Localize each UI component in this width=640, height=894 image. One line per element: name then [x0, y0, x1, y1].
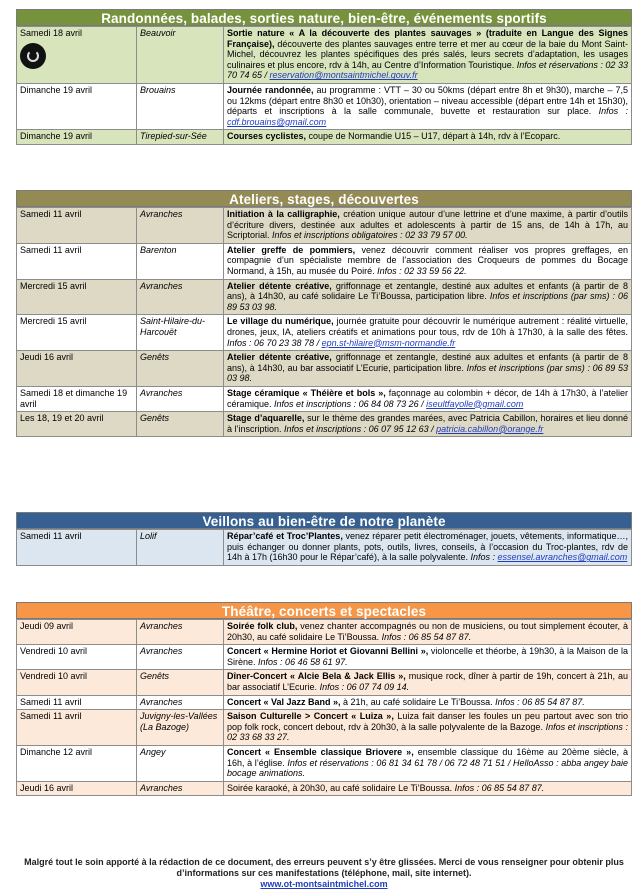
event-title: Concert « Val Jazz Band »,: [227, 696, 341, 707]
event-date-text: Samedi 11 avril: [20, 244, 82, 255]
event-description: [224, 695, 632, 710]
event-info: Infos et inscriptions (par sms) : 06 89 53 03 98.: [227, 291, 628, 312]
event-text: venez découvrir comment réaliser vos propres greffages, en compagnie d’un spécialiste membre de l’association des Croqueurs de pommes du Bocage Normand, à 15h, au musée du Poiré.: [227, 244, 628, 276]
sign-language-logo-icon: [20, 43, 46, 69]
event-date-text: Samedi 11 avril: [20, 711, 82, 722]
event-contact-link[interactable]: patricia.cabillon@orange.fr: [436, 423, 544, 434]
event-text: Soirée karaoké, à 20h30, au café solidaire Le Ti’Boussa.: [227, 782, 453, 793]
event-date-text: Samedi 18 et dimanche 19 avril: [20, 387, 128, 409]
event-date-text: Mercredi 15 avril: [20, 280, 87, 291]
event-title: Atelier détente créative,: [227, 352, 332, 363]
footer-website-link[interactable]: www.ot-montsaintmichel.com: [260, 879, 388, 889]
event-place: Angey: [137, 745, 224, 781]
event-row: [17, 670, 632, 695]
event-text: découverte des plantes sauvages entre terre et mer au cœur de la baie du Mont Saint-Michel, découvrez les plantes spécifiques des prés salés, leurs secrets d’adaptation, les usages culinaires et plus encore, rdv à 14h, au Centre d’Information Touristique.: [227, 38, 628, 70]
event-info: Infos : 06 85 54 87 87.: [495, 696, 585, 707]
event-description: [224, 83, 632, 129]
event-date-text: Samedi 18 avril: [20, 28, 83, 38]
event-description: [224, 645, 632, 670]
events-table: [16, 619, 632, 796]
event-info: Infos : 06 85 54 87 87.: [454, 782, 545, 793]
event-row: [17, 412, 632, 437]
events-table: [16, 26, 632, 145]
event-date-text: Mercredi 15 avril: [20, 316, 87, 327]
event-date-text: Jeudi 16 avril: [20, 782, 74, 793]
event-date: [17, 27, 137, 84]
event-text: venez chanter accompagnés ou non de musiciens, ou tout simplement écouter, à 20h30, au café solidaire Le Ti’Boussa.: [227, 621, 628, 642]
event-row: [17, 620, 632, 645]
event-info: Infos et inscriptions : 06 07 95 12 63 /: [284, 423, 437, 434]
event-text: au programme : VTT – 30 ou 50kms (départ entre 8h et 9h30), marche – 7,5 ou 12kms (départ entre 8h30 et 10h30), orientation – niveau accessible (départ entre 14h et 15h30), départs et inscriptions à la salle communale, buvette et restauration sur place.: [227, 84, 628, 117]
event-info: Infos : 02 33 59 56 22.: [377, 265, 467, 276]
event-info: Infos et inscriptions (par sms) : 06 89 53 03 98.: [227, 362, 628, 384]
event-text: violoncelle et théorbe, à 19h30, à la Maison de la Sirène.: [227, 646, 628, 667]
event-description: [224, 412, 632, 437]
event-title: Concert « Hermine Horiot et Giovanni Bellini »,: [227, 646, 429, 657]
event-text: ensemble classique du 16ème au 20ème siècle, à 16h, à l’église.: [227, 746, 629, 768]
event-row: [17, 695, 632, 710]
event-date-text: Dimanche 19 avril: [20, 131, 93, 142]
section-bien-etre-planete: [16, 512, 632, 566]
event-place: Genêts: [137, 670, 224, 695]
event-place: Avranches: [137, 279, 224, 315]
event-place: Brouains: [137, 83, 224, 129]
section-heading: Ateliers, stages, découvertes: [16, 190, 632, 207]
event-title: Dîner-Concert « Alcie Bela & Jack Ellis »,: [227, 671, 406, 682]
event-text: coupe de Normandie U15 – U17, départ à 14h, rdv à l’Ecoparc.: [306, 131, 561, 142]
event-place: Avranches: [137, 781, 224, 796]
event-date-text: Vendredi 10 avril: [20, 646, 88, 657]
event-date: [17, 243, 137, 279]
event-info: Infos et inscriptions : 06 84 08 73 26 /: [274, 398, 427, 409]
event-row: [17, 279, 632, 315]
event-date: [17, 695, 137, 710]
section-ateliers: [16, 190, 632, 437]
event-date: [17, 83, 137, 129]
event-date: [17, 130, 137, 145]
event-title: Stage d’aquarelle,: [227, 413, 305, 424]
event-contact-link[interactable]: epn.st-hilaire@msm-normandie.fr: [321, 337, 456, 348]
event-date: [17, 386, 137, 411]
event-text: à 21h, au café solidaire Le Ti’Boussa.: [340, 696, 493, 707]
event-contact-link[interactable]: cdf.brouains@gmail.com: [227, 116, 327, 127]
event-contact-link[interactable]: essensel.avranches@gmail.com: [497, 552, 628, 563]
event-row: [17, 530, 632, 566]
event-row: [17, 315, 632, 351]
event-contact-link[interactable]: reservation@montsaintmichel.gouv.fr: [269, 70, 418, 81]
event-text: musique rock, dîner à partir de 19h, concert à 21h, au bar associatif L’Ecurie.: [227, 671, 628, 692]
event-place: Avranches: [137, 386, 224, 411]
event-description: [224, 386, 632, 411]
event-description: [224, 243, 632, 279]
event-text: journée gratuite pour découvrir le numérique autrement : réalité virtuelle, drones, jeux, IA, ateliers créatifs et animations pour tous, rdv de 10h à 17h30, à la salle des fêtes.: [227, 316, 628, 337]
event-info: Infos :: [598, 106, 628, 117]
event-title: Concert « Ensemble classique Briovere »,: [227, 746, 414, 757]
event-place: Barenton: [137, 243, 224, 279]
event-title: Atelier détente créative,: [227, 280, 332, 291]
event-info: Infos :: [470, 552, 498, 563]
event-date: [17, 710, 137, 746]
event-title: Stage céramique « Théière et bols »,: [227, 387, 386, 398]
event-row: [17, 243, 632, 279]
event-description: [224, 530, 632, 566]
section-sorties-nature: [16, 9, 632, 145]
event-place: Avranches: [137, 620, 224, 645]
event-date-text: Samedi 11 avril: [20, 696, 82, 707]
event-info: Infos et réservations : 06 81 34 61 78 / 06 72 48 71 51 / HelloAsso : abba angey baie bocage animations.: [227, 757, 628, 779]
event-description: [224, 130, 632, 145]
event-text: griffonnage et zentangle, destiné aux adultes et enfants (à partir de 8 ans), à 14h30, au bar associatif L’Ecurie, participation libre.: [227, 352, 628, 373]
event-date: [17, 645, 137, 670]
event-place: Genêts: [137, 412, 224, 437]
section-heading: Veillons au bien-être de notre planète: [16, 512, 632, 529]
event-date-text: Jeudi 16 avril: [20, 352, 74, 363]
event-title: Le village du numérique,: [227, 316, 334, 327]
event-info: Infos : 06 07 74 09 14.: [319, 681, 410, 692]
section-heading: Randonnées, balades, sorties nature, bien-être, événements sportifs: [16, 9, 632, 26]
event-row: [17, 83, 632, 129]
event-description: [224, 710, 632, 746]
event-description: [224, 279, 632, 315]
event-description: [224, 781, 632, 796]
event-row: [17, 386, 632, 411]
event-date: [17, 620, 137, 645]
event-date: [17, 670, 137, 695]
event-title: Saison Culturelle > Concert « Luiza »,: [227, 711, 394, 722]
event-date-text: Samedi 11 avril: [20, 209, 82, 219]
event-row: [17, 27, 632, 84]
event-date: [17, 530, 137, 566]
event-info: Infos et inscriptions obligatoires : 02 33 79 57 00.: [272, 230, 468, 241]
event-title: Journée randonnée,: [227, 84, 314, 95]
event-description: [224, 315, 632, 351]
section-heading: Théâtre, concerts et spectacles: [16, 602, 632, 619]
event-row: [17, 781, 632, 796]
event-date: [17, 279, 137, 315]
event-row: [17, 208, 632, 244]
section-spectacles: [16, 602, 632, 796]
event-info: Infos : 06 46 58 61 97.: [258, 656, 348, 667]
event-title: Initiation à la calligraphie,: [227, 209, 340, 219]
events-table: [16, 207, 632, 437]
event-title: Sortie nature « A la découverte des plantes sauvages » (traduite en Langue des Signes Française),: [227, 28, 628, 49]
event-date: [17, 745, 137, 781]
event-text: venez réparer petit électroménager, jouets, vêtements, informatique…, puis échanger ou donner plants, pots, outils, livres, conseils, à l’occasion du Troc-plantes, rdv de 14h à 17h (16h30 pour le Répar’café), à la salle polyvalente.: [227, 531, 628, 563]
event-place: Tirepied-sur-Sée: [137, 130, 224, 145]
event-info: Infos et inscriptions : 02 33 68 33 27.: [227, 721, 628, 743]
event-info: Infos : 06 70 23 38 78 /: [227, 337, 322, 348]
event-description: [224, 27, 632, 84]
event-text: Luiza fait danser les foules un peu partout avec son trio pop folk rock, concert debout, rdv à 20h30, à la salle polyvalente de la Bazoge.: [227, 711, 629, 732]
event-title: Atelier greffe de pommiers,: [227, 244, 356, 255]
event-date-text: Jeudi 09 avril: [20, 621, 74, 631]
event-contact-link[interactable]: iseultfayolle@gmail.com: [426, 398, 524, 409]
event-description: [224, 670, 632, 695]
event-title: Répar’café et Troc’Plantes,: [227, 531, 343, 541]
event-date: [17, 781, 137, 796]
event-date-text: Les 18, 19 et 20 avril: [20, 413, 104, 424]
event-description: [224, 745, 632, 781]
events-table: [16, 529, 632, 566]
event-place: Lolif: [137, 530, 224, 566]
event-place: Avranches: [137, 208, 224, 244]
event-row: [17, 351, 632, 387]
event-date-text: Vendredi 10 avril: [20, 671, 88, 682]
event-place: Juvigny-les-Vallées (La Bazoge): [137, 710, 224, 746]
event-date: [17, 412, 137, 437]
event-text: façonnage au colombin + décor, de 14h à 17h30, à l’atelier céramique.: [227, 387, 629, 409]
event-description: [224, 351, 632, 387]
event-place: Avranches: [137, 645, 224, 670]
event-text: sur le thème des grandes marées, avec Patricia Cabillon, horaires et lieu donné à l’inscription.: [227, 413, 629, 434]
event-date: [17, 208, 137, 244]
event-row: [17, 710, 632, 746]
event-place: Avranches: [137, 695, 224, 710]
event-date: [17, 351, 137, 387]
event-info: Infos : 06 85 54 87 87.: [381, 631, 472, 642]
event-date-text: Dimanche 19 avril: [20, 84, 93, 95]
event-title: Courses cyclistes,: [227, 131, 307, 142]
event-place: Saint-Hilaire-du-Harcouët: [137, 315, 224, 351]
event-description: [224, 208, 632, 244]
event-date-text: Dimanche 12 avril: [20, 746, 93, 757]
event-place: Genêts: [137, 351, 224, 387]
event-title: Soirée folk club,: [227, 621, 298, 631]
event-date: [17, 315, 137, 351]
event-row: [17, 130, 632, 145]
footer: [16, 857, 632, 890]
event-text: création unique autour d’une lettrine et d’une maxime, à partir d’outils d’écriture divers, destinée aux adultes et adolescents à partir de 15 ans, de 14h à 17h, au Scriptorial.: [227, 209, 628, 241]
event-info: Infos et réservations : 02 33 70 74 65 /: [227, 59, 628, 81]
event-date-text: Samedi 11 avril: [20, 531, 82, 541]
event-text: griffonnage et zentangle, destiné aux adultes et enfants (à partir de 8 ans), à 14h30, au café solidaire Le Ti’Boussa, participation libre.: [227, 280, 628, 302]
footer-disclaimer: Malgré tout le soin apporté à la rédaction de ce document, des erreurs peuvent s’y être glissées. Merci de vous renseigner pour obtenir plus d’informations sur ces manifestations (téléphone, mail, site internet).: [24, 857, 624, 878]
event-row: [17, 645, 632, 670]
event-row: [17, 745, 632, 781]
event-description: [224, 620, 632, 645]
event-place: Beauvoir: [137, 27, 224, 84]
